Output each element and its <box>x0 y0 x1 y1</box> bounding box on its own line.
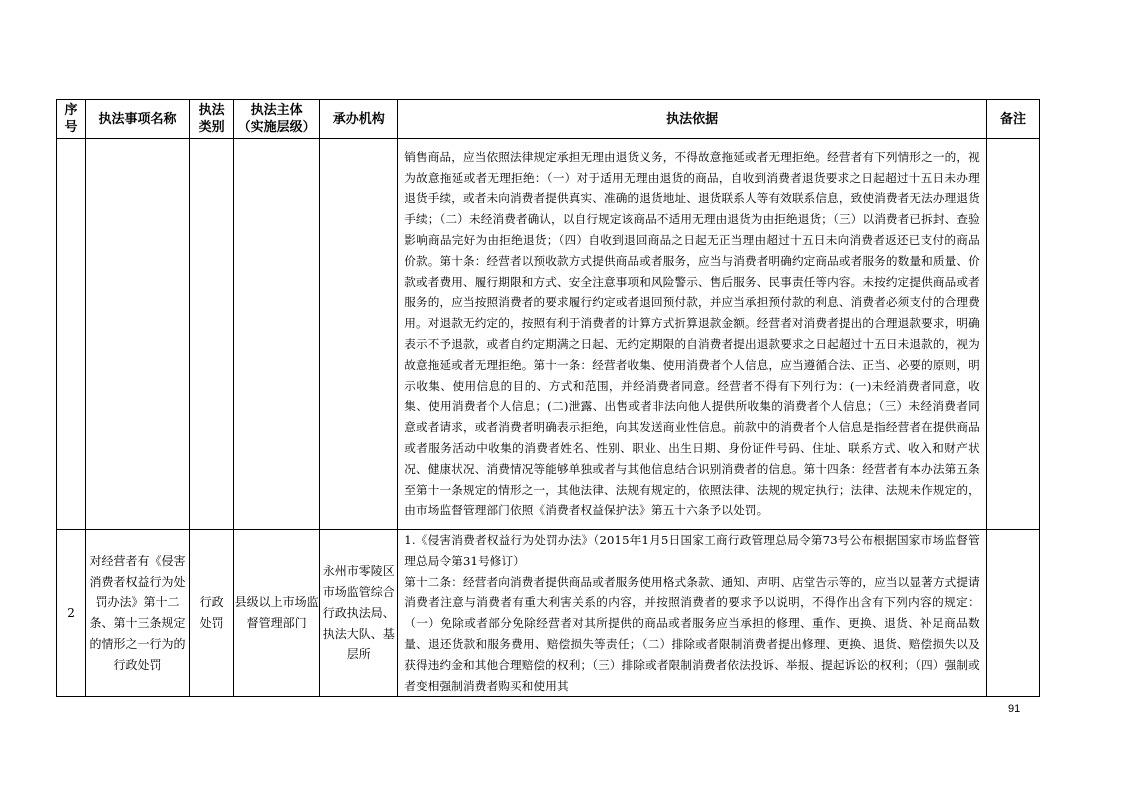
cell-type: 行政处罚 <box>190 530 234 697</box>
cell-type <box>190 139 234 530</box>
basis-text-line1: 1.《侵害消费者权益行为处罚办法》（2015年1月5日国家工商行政管理总局令第73号公布根据国家市场监督管理总局令第31号修订） <box>404 533 980 568</box>
cell-no: 2 <box>57 530 86 697</box>
header-body-line2: （实施层级） <box>237 120 316 135</box>
cell-body: 县级以上市场监督管理部门 <box>234 530 320 697</box>
header-org: 承办机构 <box>320 100 398 139</box>
table-row <box>57 139 1040 530</box>
basis-text-line2: 第十二条：经营者向消费者提供商品或者服务使用格式条款、通知、声明、店堂告示等的，应当以显著方式提请消费者注意与消费者有重大利害关系的内容，并按照消费者的要求予以说明，不得作出含有下列内容的规定：（一）免除或者部分免除经营者对其所提供的商品或者服务应当承担的修理、重作、更换、退货、补足商品数量、退还货款和服务费用、赔偿损失等责任；（二）排除或者限制消费者提出修理、更换、退货、赔偿损失以及获得违约金和其他合理赔偿的权利；（三）排除或者限制消费者依法投诉、举报、提起诉讼的权利；（四）强制或者变相强制消费者购买和使用其 <box>404 574 980 693</box>
cell-name: 对经营者有《侵害消费者权益行为处罚办法》第十二条、第十三条规定的情形之一行为的行政处罚 <box>86 530 190 697</box>
cell-name <box>86 139 190 530</box>
header-no: 序号 <box>57 100 86 139</box>
header-type: 执法类别 <box>190 100 234 139</box>
table-row <box>57 530 1040 697</box>
header-note: 备注 <box>986 100 1039 139</box>
header-body-line1: 执法主体 <box>250 103 303 118</box>
header-name: 执法事项名称 <box>86 100 190 139</box>
cell-basis <box>398 530 987 697</box>
cell-basis <box>398 139 987 530</box>
basis-text: 销售商品，应当依照法律规定承担无理由退货义务，不得故意拖延或者无理拒绝。经营者有下列情形之一的，视为故意拖延或者无理拒绝：（一）对于适用无理由退货的商品，自收到消费者退货要求之日起超过十五日未办理退货手续，或者未向消费者提供真实、准确的退货地址、退货联系人等有效联系信息，致使消费者无法办理退货手续；（二）未经消费者确认，以自行规定该商品不适用无理由退货为由拒绝退货；（三）以消费者已拆封、查验影响商品完好为由拒绝退货；（四）自收到退回商品之日起无正当理由超过十五日未向消费者返还已支付的商品价款。第十条：经营者以预收款方式提供商品或者服务，应当与消费者明确约定商品或者服务的数量和质量、价款或者费用、履行期限和方式、安全注意事项和风险警示、售后服务、民事责任等内容。未按约定提供商品或者服务的，应当按照消费者的要求履行约定或者退回预付款，并应当承担预付款的利息、消费者必须支付的合理费用。对退款无约定的，按照有利于消费者的计算方式折算退款金额。经营者对消费者提出的合理退款要求，明确表示不予退款，或者自约定期满之日起、无约定期限的自消费者提出退款要求之日起超过十五日未退款的，视为故意拖延或者无理拒绝。第十一条：经营者收集、使用消费者个人信息，应当遵循合法、正当、必要的原则，明示收集、使用信息的目的、方式和范围，并经消费者同意。经营者不得有下列行为：(一)未经消费者同意，收集、使用消费者个人信息；(二)泄露、出售或者非法向他人提供所收集的消费者个人信息；（三）未经消费者同意或者请求，或者消费者明确表示拒绝，向其发送商业性信息。前款中的消费者个人信息是指经营者在提供商品或者服务活动中收集的消费者姓名、性别、职业、出生日期、身份证件号码、住址、联系方式、收入和财产状况、健康状况、消费情况等能够单独或者与其他信息结合识别消费者的信息。第十四条：经营者有本办法第五条至第十一条规定的情形之一，其他法律、法规有规定的，依照法律、法规的规定执行；法律、法规未作规定的，由市场监督管理部门依照《消费者权益保护法》第五十六条予以处罚。 <box>404 149 980 518</box>
cell-body <box>234 139 320 530</box>
header-basis: 执法依据 <box>398 100 987 139</box>
cell-no <box>57 139 86 530</box>
cell-org <box>320 139 398 530</box>
table-header-row <box>57 100 1040 139</box>
page-number: 91 <box>1008 703 1021 715</box>
cell-note <box>986 530 1039 697</box>
enforcement-table <box>56 99 1040 697</box>
cell-org: 永州市零陵区市场监管综合行政执法局、执法大队、基层所 <box>320 530 398 697</box>
cell-note <box>986 139 1039 530</box>
header-body <box>234 100 320 139</box>
